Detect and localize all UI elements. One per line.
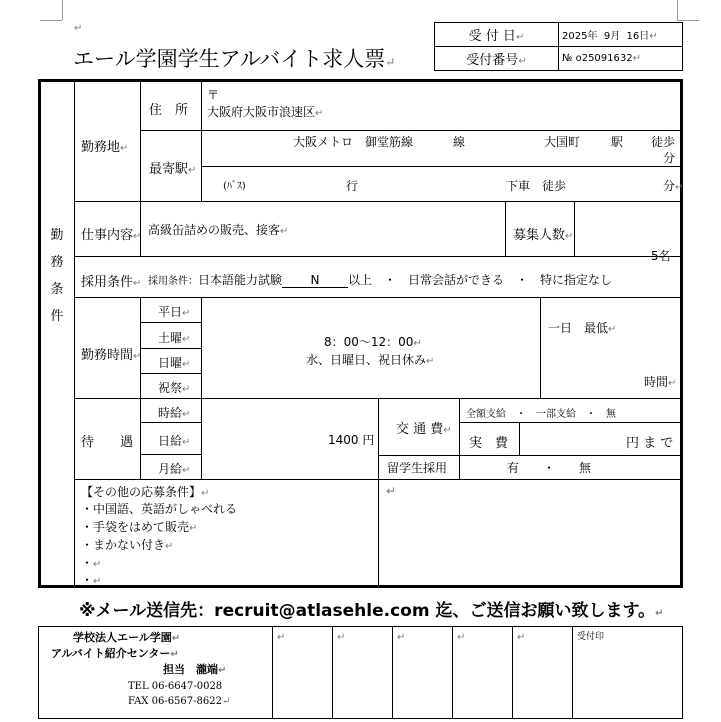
school-info: 学校法人エール学園↵ アルバイト紹介センター↵ 担当 瀧端↵ TEL 06-6647-0028 FAX 06-6567-8622↵ [39, 627, 273, 719]
postal-mark: 〒 [207, 88, 220, 102]
receipt-date-label: 受 付 日↵ [435, 23, 559, 47]
page-title: エール学園学生アルバイト求人票↵ [73, 47, 396, 71]
pay-amount: 1400 円 [328, 433, 375, 447]
work-location-label: 勤務地↵ [81, 140, 129, 155]
walk-label: 徒歩 [651, 135, 676, 149]
alight-unit: 分↵ [663, 179, 684, 193]
section-label-conditions: 勤務条件 [50, 228, 64, 324]
station-name: 大国町 [544, 135, 581, 149]
recruit-label: 募集人数↵ [513, 228, 574, 243]
line-unit: 線 [453, 135, 466, 149]
walk-unit: 分 [663, 151, 676, 165]
address-value: 大阪府大阪市浪速区↵ [207, 105, 324, 119]
job-form: 勤務条件 勤務地↵ 住 所 〒 大阪府大阪市浪速区↵ 最寄駅↵ 大阪メトロ 御堂筋線 線 大国町 駅 徒歩 分 (ﾊﾞｽ) 行 下車 徒歩 分↵ 仕事内容↵ 高級缶詰めの販売、接客↵ 募集人数↵ 5名 採用条件↵ 採用条件：日本語能力試験 N 以上 ・ 日常会話ができる ・ 特に指定なし 勤務時間↵ 平日↵ 土曜↵ 日曜↵ 祝祭↵ 8：00〜12：00↵ 水、日曜日、祝日休み↵ 一日 最低↵ 時間↵ 待 遇 時給↵ 日給↵ 月給↵ 1400 円 交 通 費↵ 全額支給 ・ 一部支給 ・ 無 実 費 円 ま で 留学生採用 有 ・ 無 【その他の応募条件】↵ ・中国語、英語がしゃべれる ・手袋をはめて販売↵ ・まかない付き↵ ・↵ ・↵ ↵ [38, 79, 683, 588]
actual-cost-label: 実 費 [469, 436, 509, 451]
bus-bound: 行 [346, 179, 359, 193]
min-day-label: 一日 最低↵ [548, 321, 617, 335]
other-item: ・中国語、英語がしゃべれる [81, 502, 238, 516]
pay-label: 待 遇 [81, 435, 134, 450]
station-label: 最寄駅↵ [149, 162, 197, 177]
hours-row-holiday: 祝祭↵ [158, 381, 191, 395]
transport-options: 全額支給 ・ 一部支給 ・ 無 [466, 409, 616, 420]
seal-box: 受付印 [573, 627, 683, 719]
station-unit: 駅 [611, 135, 624, 149]
hours-label: 勤務時間↵ [81, 348, 142, 363]
pay-row-monthly: 月給↵ [158, 462, 191, 476]
receipt-number-label: 受付番号↵ [435, 47, 559, 71]
conditions-value: 採用条件：日本語能力試験 N 以上 ・ 日常会話ができる ・ 特に指定なし [148, 273, 613, 287]
job-label: 仕事内容↵ [81, 228, 142, 243]
alight-walk: 下車 徒歩 [506, 179, 567, 193]
hours-off: 水、日曜日、祝日休み↵ [306, 353, 435, 367]
pay-row-hourly: 時給↵ [158, 406, 191, 420]
receipt-date: 2025年 9月 16日↵ [559, 23, 683, 47]
hours-time: 8：00〜12：00↵ [324, 335, 422, 349]
receipt-box [434, 22, 683, 71]
other-item: ・手袋をはめて販売↵ [81, 520, 198, 534]
intl-label: 留学生採用 [387, 461, 448, 475]
conditions-label: 採用条件↵ [81, 275, 142, 290]
min-hours-unit: 時間↵ [644, 375, 677, 389]
train-line: 大阪メトロ 御堂筋線 [293, 135, 414, 149]
other-item: ・↵ [81, 556, 102, 570]
job-value: 高級缶詰めの販売、接客↵ [148, 223, 289, 237]
actual-cost-value: 円 ま で [626, 436, 674, 451]
hours-row-weekday: 平日↵ [158, 305, 191, 319]
hours-row-sunday: 日曜↵ [158, 356, 191, 370]
other-item: ・↵ [81, 573, 102, 587]
other-title: 【その他の応募条件】↵ [81, 485, 210, 499]
pay-row-daily: 日給↵ [158, 434, 191, 448]
hours-row-saturday: 土曜↵ [158, 331, 191, 345]
receipt-number: № o25091632↵ [559, 47, 683, 71]
intl-options: 有 ・ 無 [507, 461, 592, 475]
recruit-count: 5名 [651, 249, 671, 263]
other-item: ・まかない付き↵ [81, 538, 174, 552]
transport-label: 交 通 費↵ [396, 422, 452, 437]
bus-label: (ﾊﾞｽ) [223, 181, 246, 192]
footer-box: 学校法人エール学園↵ アルバイト紹介センター↵ 担当 瀧端↵ TEL 06-6647-0028 FAX 06-6567-8622↵ ↵ ↵ ↵ ↵ ↵ 受付印 [38, 626, 683, 719]
email-notice: ※メール送信先：recruit@atlasehle.com 迄、ご送信お願い致します。↵ [79, 601, 664, 621]
address-label: 住 所 [149, 103, 189, 118]
